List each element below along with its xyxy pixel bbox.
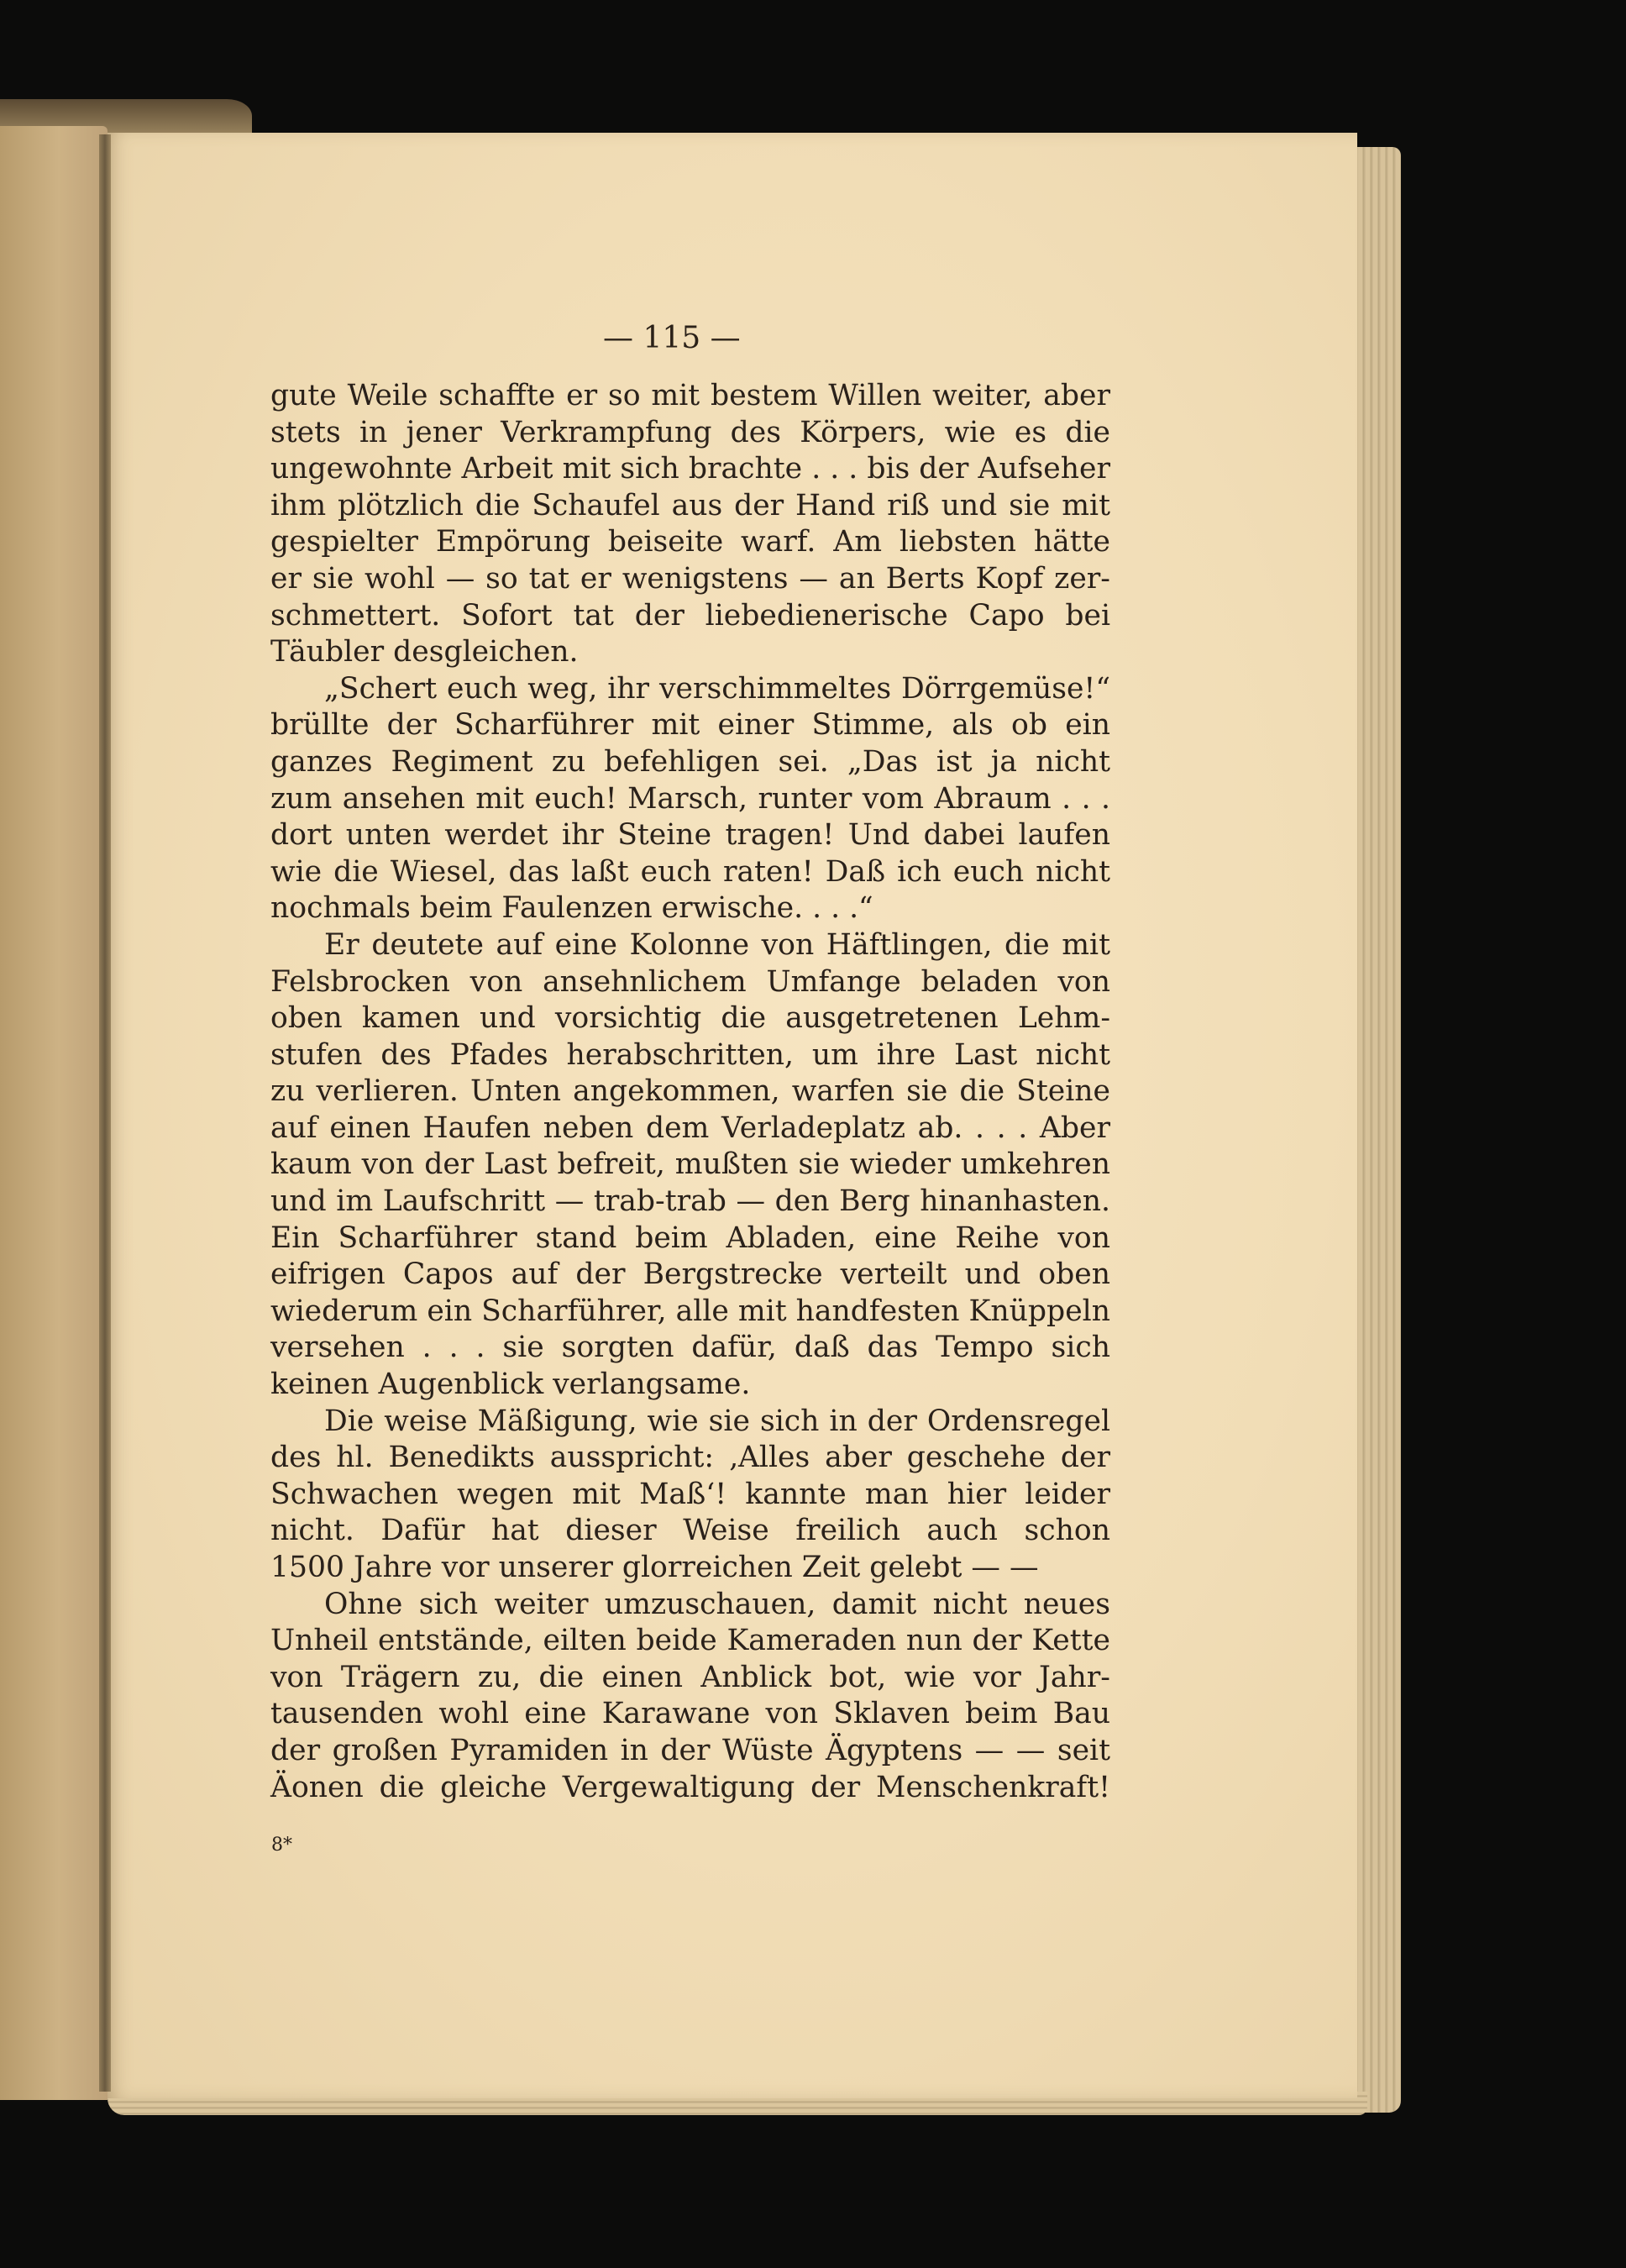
text-line: keinen Augenblick verlangsame. xyxy=(270,1368,751,1402)
text-line: stufen des Pfades herabschritten, um ihre Last nicht xyxy=(270,1037,1110,1072)
text-line: der großen Pyramiden in der Wüste Ägyptens — — seit xyxy=(270,1733,1110,1767)
text-line: Die weise Mäßigung, wie sie sich in der Ordensregel xyxy=(324,1404,1110,1438)
text-line: eifrigen Capos auf der Bergstrecke verteilt und oben xyxy=(270,1257,1110,1292)
printer-signature-mark: 8* xyxy=(271,1835,292,1856)
text-line: Schwachen wegen mit Maß‘! kannte man hier leider xyxy=(270,1477,1110,1511)
text-line: Felsbrocken von ansehnlichem Umfange beladen von xyxy=(270,964,1110,999)
text-line: wiederum ein Scharführer, alle mit handfesten Knüppeln xyxy=(270,1294,1110,1328)
text-line: Äonen die gleiche Vergewaltigung der Menschenkraft! xyxy=(270,1770,1110,1804)
text-line: er sie wohl — so tat er wenigstens — an Berts Kopf zer- xyxy=(270,561,1110,596)
text-line: „Schert euch weg, ihr verschimmeltes Dörrgemüse!“ xyxy=(324,671,1110,706)
text-line: Unheil entstände, eilten beide Kameraden nun der Kette xyxy=(270,1624,1110,1658)
text-line: und im Laufschritt — trab-trab — den Berg hinanhasten. xyxy=(270,1184,1110,1219)
page-body-text xyxy=(270,378,1110,1806)
text-line: von Trägern zu, die einen Anblick bot, wie vor Jahr- xyxy=(270,1660,1110,1694)
text-line: gespielter Empörung beiseite warf. Am liebsten hätte xyxy=(270,525,1110,559)
text-line: ihm plötzlich die Schaufel aus der Hand riß und sie mit xyxy=(270,488,1110,522)
text-line: kaum von der Last befreit, mußten sie wieder umkehren xyxy=(270,1147,1110,1182)
text-line: versehen . . . sie sorgten dafür, daß das Tempo sich xyxy=(270,1331,1110,1365)
text-line: ungewohnte Arbeit mit sich brachte . . . bis der Aufseher xyxy=(270,452,1110,486)
text-line: 1500 Jahre vor unserer glorreichen Zeit gelebt — — xyxy=(270,1551,1039,1584)
text-line: zu verlieren. Unten angekommen, warfen sie die Steine xyxy=(270,1074,1110,1109)
book-gutter xyxy=(99,134,111,2092)
text-line: dort unten werdet ihr Steine tragen! Und dabei laufen xyxy=(270,818,1110,853)
text-line: ganzes Regiment zu befehligen sei. „Das ist ja nicht xyxy=(270,744,1110,779)
text-line: zum ansehen mit euch! Marsch, runter vom Abraum . . . xyxy=(270,781,1110,816)
text-line: Täubler desgleichen. xyxy=(270,635,579,669)
text-line: Ein Scharführer stand beim Abladen, eine Reihe von xyxy=(270,1221,1110,1255)
text-line: Ohne sich weiter umzuschauen, damit nicht neues xyxy=(324,1587,1110,1621)
text-line: wie die Wiesel, das laßt euch raten! Daß ich euch nicht xyxy=(270,854,1110,889)
text-line: Er deutete auf eine Kolonne von Häftlingen, die mit xyxy=(324,927,1110,962)
text-line: brüllte der Scharführer mit einer Stimme, als ob ein xyxy=(270,708,1110,743)
text-line: schmettert. Sofort tat der liebedienerische Capo bei xyxy=(270,598,1110,633)
text-line: tausenden wohl eine Karawane von Sklaven beim Bau xyxy=(270,1697,1110,1731)
text-line: nochmals beim Faulenzen erwische. . . .“ xyxy=(270,891,873,926)
page-number: — 115 — xyxy=(603,321,741,355)
text-line: oben kamen und vorsichtig die ausgetretenen Lehm- xyxy=(270,1001,1110,1036)
left-page xyxy=(0,126,108,2100)
text-line: des hl. Benedikts ausspricht: ‚Alles aber geschehe der xyxy=(270,1441,1110,1475)
text-line: nicht. Dafür hat dieser Weise freilich auch schon xyxy=(270,1514,1110,1548)
text-line: auf einen Haufen neben dem Verladeplatz ab. . . . Aber xyxy=(270,1110,1110,1145)
text-line: gute Weile schaffte er so mit bestem Willen weiter, aber xyxy=(270,379,1110,412)
text-line: stets in jener Verkrampfung des Körpers, wie es die xyxy=(270,415,1110,449)
